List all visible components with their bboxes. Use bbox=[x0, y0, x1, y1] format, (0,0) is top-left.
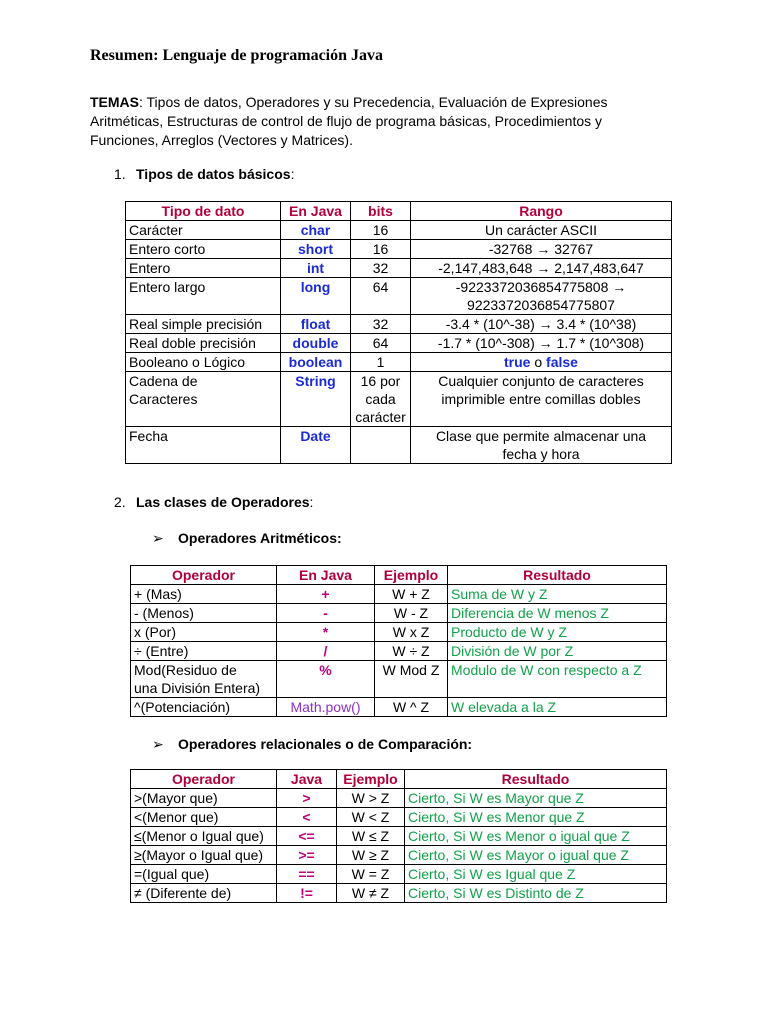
section-1-heading bbox=[114, 166, 294, 182]
arrow-bullet-icon: ➢ bbox=[152, 530, 164, 546]
table-row bbox=[131, 623, 667, 642]
subsection-title: Operadores relacionales o de Comparación: bbox=[178, 736, 473, 752]
result: Cierto, Si W es Distinto de Z bbox=[405, 884, 667, 903]
operator-name: <(Menor que) bbox=[131, 808, 277, 827]
java-type: char bbox=[281, 221, 351, 240]
range bbox=[411, 278, 672, 315]
result: División de W por Z bbox=[448, 642, 667, 661]
java-type: Date bbox=[281, 427, 351, 464]
section-2-heading bbox=[114, 494, 313, 510]
true-literal: true bbox=[504, 354, 531, 370]
example: W ≤ Z bbox=[337, 827, 405, 846]
table-row bbox=[131, 585, 667, 604]
operator-name: ^(Potenciación) bbox=[131, 698, 277, 717]
types-table bbox=[125, 201, 672, 464]
java-type: long bbox=[281, 278, 351, 315]
java-operator: < bbox=[277, 808, 337, 827]
range-line: -9223372036854775808 → bbox=[455, 279, 627, 295]
range: Un carácter ASCII bbox=[411, 221, 672, 240]
range bbox=[411, 353, 672, 372]
table-row bbox=[131, 604, 667, 623]
example: W ÷ Z bbox=[375, 642, 448, 661]
bits: 1 bbox=[351, 353, 411, 372]
subsection-title: Operadores Aritméticos: bbox=[178, 530, 342, 546]
operator-name: + (Mas) bbox=[131, 585, 277, 604]
type-name-line: Cadena de bbox=[129, 373, 198, 389]
operator-name: >(Mayor que) bbox=[131, 789, 277, 808]
range: -32768 → 32767 bbox=[411, 240, 672, 259]
range bbox=[411, 427, 672, 464]
table-row bbox=[131, 789, 667, 808]
example: W x Z bbox=[375, 623, 448, 642]
arith-heading bbox=[152, 530, 342, 547]
result: Cierto, Si W es Menor que Z bbox=[405, 808, 667, 827]
table-row bbox=[131, 808, 667, 827]
type-name: Booleano o Lógico bbox=[126, 353, 281, 372]
example: W < Z bbox=[337, 808, 405, 827]
operator-name: - (Menos) bbox=[131, 604, 277, 623]
false-literal: false bbox=[546, 354, 578, 370]
table-row bbox=[131, 846, 667, 865]
java-type: int bbox=[281, 259, 351, 278]
rel-operators-table bbox=[130, 769, 667, 903]
range: -2,147,483,648 → 2,147,483,647 bbox=[411, 259, 672, 278]
bits bbox=[351, 372, 411, 427]
table-row bbox=[126, 427, 672, 464]
java-operator: - bbox=[277, 604, 375, 623]
result: Suma de W y Z bbox=[448, 585, 667, 604]
operator-name-line: una División Entera) bbox=[134, 680, 261, 696]
column-header: Operador bbox=[131, 770, 277, 789]
bits-line: 16 por bbox=[360, 373, 401, 389]
java-type: float bbox=[281, 315, 351, 334]
type-name: Entero bbox=[126, 259, 281, 278]
type-name bbox=[126, 372, 281, 427]
table-row bbox=[131, 661, 667, 698]
table-header-row bbox=[131, 566, 667, 585]
range: -3.4 * (10^-38) → 3.4 * (10^38) bbox=[411, 315, 672, 334]
bits-line: cada bbox=[365, 391, 396, 407]
operator-name-line: Mod(Residuo de bbox=[134, 662, 237, 678]
example: W ≠ Z bbox=[337, 884, 405, 903]
java-operator: / bbox=[277, 642, 375, 661]
type-name: Entero corto bbox=[126, 240, 281, 259]
section-suffix: : bbox=[290, 166, 295, 182]
column-header: bits bbox=[351, 202, 411, 221]
intro-label: TEMAS bbox=[90, 94, 139, 110]
bits: 16 bbox=[351, 240, 411, 259]
range-line: Cualquier conjunto de caracteres bbox=[438, 373, 644, 389]
result: Cierto, Si W es Igual que Z bbox=[405, 865, 667, 884]
result: W elevada a la Z bbox=[448, 698, 667, 717]
section-suffix: : bbox=[309, 494, 314, 510]
table-row bbox=[126, 353, 672, 372]
range-line: fecha y hora bbox=[502, 446, 580, 462]
bits: 64 bbox=[351, 334, 411, 353]
table-row bbox=[126, 315, 672, 334]
example: W - Z bbox=[375, 604, 448, 623]
column-header: Tipo de dato bbox=[126, 202, 281, 221]
section-number: 1. bbox=[114, 166, 126, 182]
table-row bbox=[131, 642, 667, 661]
range: -1.7 * (10^-308) → 1.7 * (10^308) bbox=[411, 334, 672, 353]
bits: 32 bbox=[351, 259, 411, 278]
java-type: String bbox=[281, 372, 351, 427]
operator-name: ÷ (Entre) bbox=[131, 642, 277, 661]
or-word: o bbox=[534, 354, 543, 370]
bits bbox=[351, 427, 411, 464]
type-name: Fecha bbox=[126, 427, 281, 464]
java-operator: Math.pow() bbox=[277, 698, 375, 717]
document-title: Resumen: Lenguaje de programación Java bbox=[90, 47, 384, 64]
java-type: double bbox=[281, 334, 351, 353]
operator-name bbox=[131, 661, 277, 698]
rel-heading bbox=[152, 736, 472, 753]
operator-name: x (Por) bbox=[131, 623, 277, 642]
java-operator: == bbox=[277, 865, 337, 884]
result: Cierto, Si W es Menor o igual que Z bbox=[405, 827, 667, 846]
operator-name: ≤(Menor o Igual que) bbox=[131, 827, 277, 846]
type-name-line: Caracteres bbox=[129, 391, 198, 407]
type-name: Carácter bbox=[126, 221, 281, 240]
example: W + Z bbox=[375, 585, 448, 604]
table-row bbox=[126, 221, 672, 240]
example: W > Z bbox=[337, 789, 405, 808]
table-row bbox=[131, 827, 667, 846]
operator-name: =(Igual que) bbox=[131, 865, 277, 884]
java-operator: <= bbox=[277, 827, 337, 846]
java-type: boolean bbox=[281, 353, 351, 372]
java-operator: > bbox=[277, 789, 337, 808]
table-row bbox=[131, 698, 667, 717]
column-header: Rango bbox=[411, 202, 672, 221]
example: W Mod Z bbox=[375, 661, 448, 698]
table-row bbox=[131, 865, 667, 884]
result: Diferencia de W menos Z bbox=[448, 604, 667, 623]
range bbox=[411, 372, 672, 427]
arrow-bullet-icon: ➢ bbox=[152, 736, 164, 752]
example: W ^ Z bbox=[375, 698, 448, 717]
column-header: Operador bbox=[131, 566, 277, 585]
example: W = Z bbox=[337, 865, 405, 884]
column-header: En Java bbox=[281, 202, 351, 221]
result: Cierto, Si W es Mayor o igual que Z bbox=[405, 846, 667, 865]
result: Modulo de W con respecto a Z bbox=[448, 661, 667, 698]
column-header: Java bbox=[277, 770, 337, 789]
example: W ≥ Z bbox=[337, 846, 405, 865]
table-row bbox=[126, 240, 672, 259]
intro-paragraph bbox=[90, 93, 670, 150]
type-name: Real doble precisión bbox=[126, 334, 281, 353]
result: Producto de W y Z bbox=[448, 623, 667, 642]
operator-name: ≠ (Diferente de) bbox=[131, 884, 277, 903]
java-operator: != bbox=[277, 884, 337, 903]
result: Cierto, Si W es Mayor que Z bbox=[405, 789, 667, 808]
table-row bbox=[126, 278, 672, 315]
column-header: En Java bbox=[277, 566, 375, 585]
table-row bbox=[126, 334, 672, 353]
section-title: Las clases de Operadores bbox=[136, 494, 310, 510]
bits: 16 bbox=[351, 221, 411, 240]
table-header-row bbox=[131, 770, 667, 789]
range-line: imprimible entre comillas dobles bbox=[441, 391, 641, 407]
java-operator: >= bbox=[277, 846, 337, 865]
java-operator: * bbox=[277, 623, 375, 642]
operator-name: ≥(Mayor o Igual que) bbox=[131, 846, 277, 865]
type-name: Entero largo bbox=[126, 278, 281, 315]
table-row bbox=[126, 259, 672, 278]
java-operator: + bbox=[277, 585, 375, 604]
java-operator: % bbox=[277, 661, 375, 698]
table-row bbox=[126, 372, 672, 427]
section-title: Tipos de datos básicos bbox=[136, 166, 291, 182]
arith-operators-table bbox=[130, 565, 667, 717]
column-header: Resultado bbox=[405, 770, 667, 789]
bits-line: carácter bbox=[355, 409, 406, 425]
java-type: short bbox=[281, 240, 351, 259]
intro-text: : Tipos de datos, Operadores y su Precedencia, Evaluación de Expresiones Aritméticas, Estructuras de control de flujo de programa básicas, Procedimientos y Funciones, Arreglos (Vectores y Matrices). bbox=[90, 94, 608, 148]
bits: 64 bbox=[351, 278, 411, 315]
column-header: Resultado bbox=[448, 566, 667, 585]
type-name: Real simple precisión bbox=[126, 315, 281, 334]
section-number: 2. bbox=[114, 494, 126, 510]
range-line: Clase que permite almacenar una bbox=[435, 428, 647, 444]
table-header-row bbox=[126, 202, 672, 221]
column-header: Ejemplo bbox=[337, 770, 405, 789]
table-row bbox=[131, 884, 667, 903]
column-header: Ejemplo bbox=[375, 566, 448, 585]
range-line: 9223372036854775807 bbox=[467, 297, 615, 313]
bits: 32 bbox=[351, 315, 411, 334]
